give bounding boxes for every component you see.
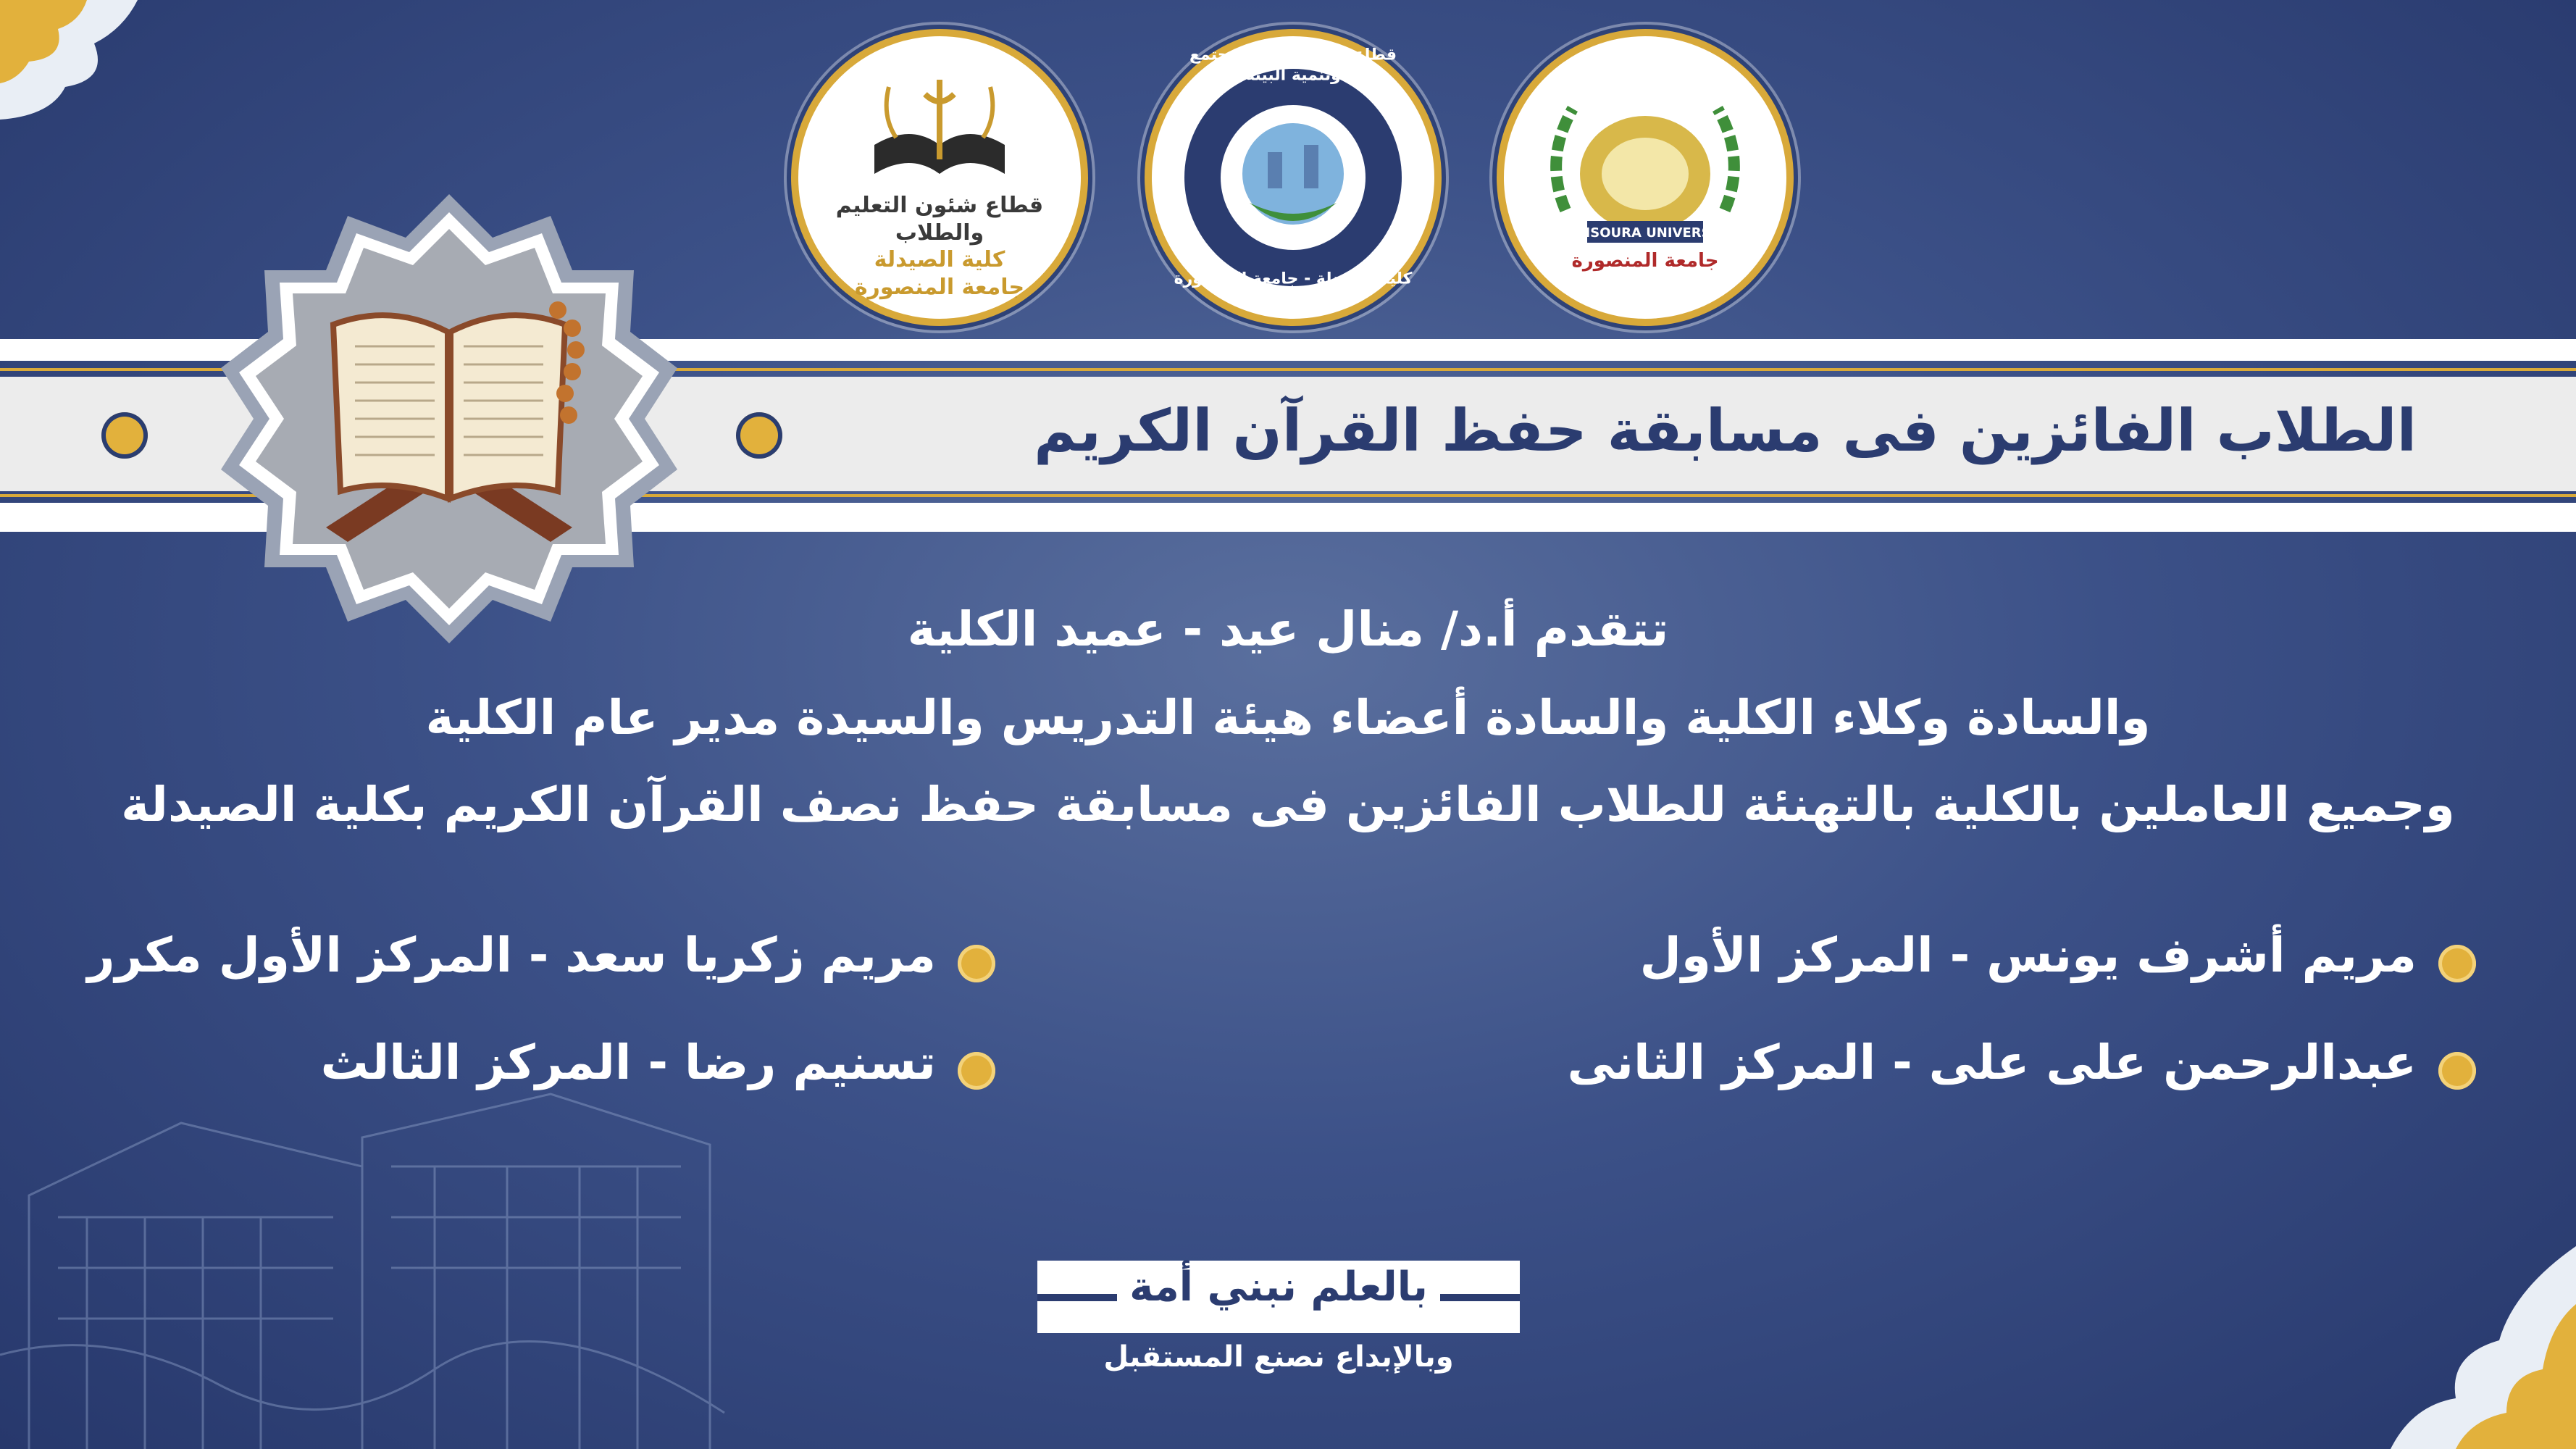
winner-bullet: [958, 945, 995, 982]
banner-title: الطلاب الفائزين فى مسابقة حفظ القرآن الكريم: [1034, 397, 2417, 464]
corner-ornament-bottom-right: [2391, 1246, 2576, 1449]
logo-text-line: كلية الصيدلة - جامعة المنصورة: [1174, 270, 1413, 288]
winner-item: مريم أشرف يونس - المركز الأول: [1639, 927, 2417, 983]
community-emblem-icon: [1181, 65, 1405, 290]
winner-bullet: [958, 1052, 995, 1090]
slogan-main: بالعلم نبني أمة: [1129, 1264, 1428, 1311]
community-service-logo: [1145, 29, 1442, 326]
logo-text-line: كلية الصيدلة: [874, 247, 1005, 272]
quran-medallion: [217, 187, 681, 651]
message-line-3: وجميع العاملين بالكلية بالتهنئة للطلاب الفائزين فى مسابقة حفظ نصف القرآن الكريم بكلية الصيدلة: [121, 777, 2455, 832]
message-line-1: تتقدم أ.د/ منال عيد - عميد الكلية: [907, 601, 1669, 657]
logo-text-line: MANSOURA UNIVERSITY: [1556, 225, 1734, 241]
message-line-2: والسادة وكلاء الكلية والسادة أعضاء هيئة التدريس والسيدة مدير عام الكلية: [425, 690, 2151, 746]
winner-bullet: [2438, 945, 2476, 982]
winner-item: عبدالرحمن على على - المركز الثانى: [1567, 1035, 2417, 1090]
logo-text-line: قطاع شئون التعليم والطلاب: [835, 193, 1044, 246]
winner-item: مريم زكريا سعد - المركز الأول مكرر: [87, 927, 936, 983]
pharmacy-book-icon: [867, 72, 1012, 181]
band-ornament-dot: [101, 412, 148, 459]
winner-bullet: [2438, 1052, 2476, 1090]
logo-text-line: قطاع شئون خدمة المجتمع وتنمية البيئة: [1189, 46, 1397, 84]
slogan-sub: وبالإبداع نصنع المستقبل: [1103, 1340, 1454, 1374]
winner-item: تسنيم رضا - المركز الثالث: [320, 1035, 936, 1090]
corner-ornament-top-left: [0, 0, 145, 123]
logo-text-line: جامعة المنصورة: [1571, 249, 1719, 272]
logo-text-line: جامعة المنصورة: [854, 274, 1025, 300]
band-ornament-dot: [736, 412, 782, 459]
mansoura-university-logo: [1497, 29, 1794, 326]
student-affairs-logo: [791, 29, 1088, 326]
